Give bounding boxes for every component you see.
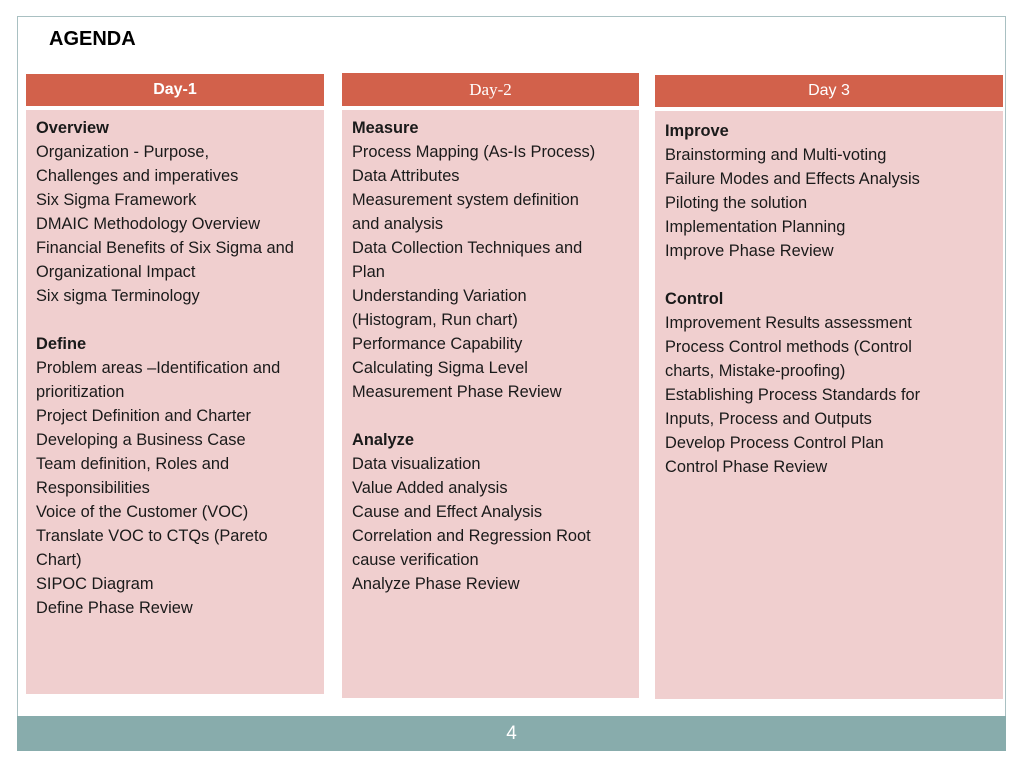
list-item: Brainstorming and Multi-voting (665, 146, 887, 164)
analyze-list (352, 452, 629, 596)
list-item: Chart) (36, 551, 82, 569)
section-title-control: Control (665, 290, 724, 308)
day-1-header: Day-1 (26, 74, 324, 106)
section-title-define: Define (36, 335, 87, 353)
list-item: Data Attributes (352, 167, 460, 185)
list-item: Problem areas –Identification and (36, 359, 281, 377)
overview-list (36, 140, 314, 308)
day-2-content (342, 110, 639, 698)
section-title-analyze: Analyze (352, 431, 414, 449)
list-item: Failure Modes and Effects Analysis (665, 170, 920, 188)
list-item: Control Phase Review (665, 458, 828, 476)
section-spacer (665, 263, 993, 287)
list-item: Challenges and imperatives (36, 167, 239, 185)
list-item: Data Collection Techniques and (352, 239, 583, 257)
list-item: Develop Process Control Plan (665, 434, 884, 452)
section-title-improve: Improve (665, 122, 729, 140)
section-title-overview: Overview (36, 119, 109, 137)
list-item: Improve Phase Review (665, 242, 834, 260)
list-item: Calculating Sigma Level (352, 359, 528, 377)
day-3-header: Day 3 (655, 75, 1003, 107)
list-item: SIPOC Diagram (36, 575, 154, 593)
list-item: Implementation Planning (665, 218, 846, 236)
list-item: Organization - Purpose, (36, 143, 210, 161)
list-item: Cause and Effect Analysis (352, 503, 543, 521)
list-item: Six Sigma Framework (36, 191, 197, 209)
list-item: Voice of the Customer (VOC) (36, 503, 249, 521)
day-2-header: Day-2 (342, 73, 639, 106)
day-3-column (655, 75, 1003, 699)
control-list (665, 311, 993, 479)
section-title-measure: Measure (352, 119, 419, 137)
day-3-content (655, 111, 1003, 699)
list-item: Value Added analysis (352, 479, 508, 497)
day-2-column (342, 73, 639, 698)
list-item: Analyze Phase Review (352, 575, 520, 593)
list-item: Understanding Variation (352, 287, 527, 305)
list-item: Data visualization (352, 455, 481, 473)
day-1-column (26, 74, 324, 694)
improve-list (665, 143, 993, 263)
list-item: Improvement Results assessment (665, 314, 912, 332)
list-item: Performance Capability (352, 335, 523, 353)
list-item: cause verification (352, 551, 479, 569)
list-item: Inputs, Process and Outputs (665, 410, 872, 428)
list-item: Process Mapping (As-Is Process) (352, 143, 596, 161)
list-item: Measurement system definition (352, 191, 579, 209)
list-item: and analysis (352, 215, 444, 233)
list-item: Establishing Process Standards for (665, 386, 921, 404)
page-title: AGENDA (49, 28, 136, 50)
list-item: Process Control methods (Control (665, 338, 912, 356)
list-item: Project Definition and Charter (36, 407, 252, 425)
list-item: Team definition, Roles and (36, 455, 230, 473)
list-item: Correlation and Regression Root (352, 527, 591, 545)
list-item: Six sigma Terminology (36, 287, 200, 305)
list-item: DMAIC Methodology Overview (36, 215, 261, 233)
list-item: Define Phase Review (36, 599, 193, 617)
section-spacer (36, 308, 314, 332)
list-item: Developing a Business Case (36, 431, 246, 449)
list-item: Measurement Phase Review (352, 383, 562, 401)
day-1-content (26, 110, 324, 694)
list-item: Piloting the solution (665, 194, 808, 212)
define-list (36, 356, 314, 620)
list-item: Organizational Impact (36, 263, 196, 281)
footer-bar (17, 716, 1006, 751)
list-item: prioritization (36, 383, 125, 401)
list-item: Financial Benefits of Six Sigma and (36, 239, 294, 257)
measure-list (352, 140, 629, 404)
list-item: Responsibilities (36, 479, 150, 497)
list-item: Translate VOC to CTQs (Pareto (36, 527, 268, 545)
list-item: Plan (352, 263, 385, 281)
page-number: 4 (506, 723, 517, 744)
list-item: charts, Mistake-proofing) (665, 362, 846, 380)
list-item: (Histogram, Run chart) (352, 311, 518, 329)
section-spacer (352, 404, 629, 428)
